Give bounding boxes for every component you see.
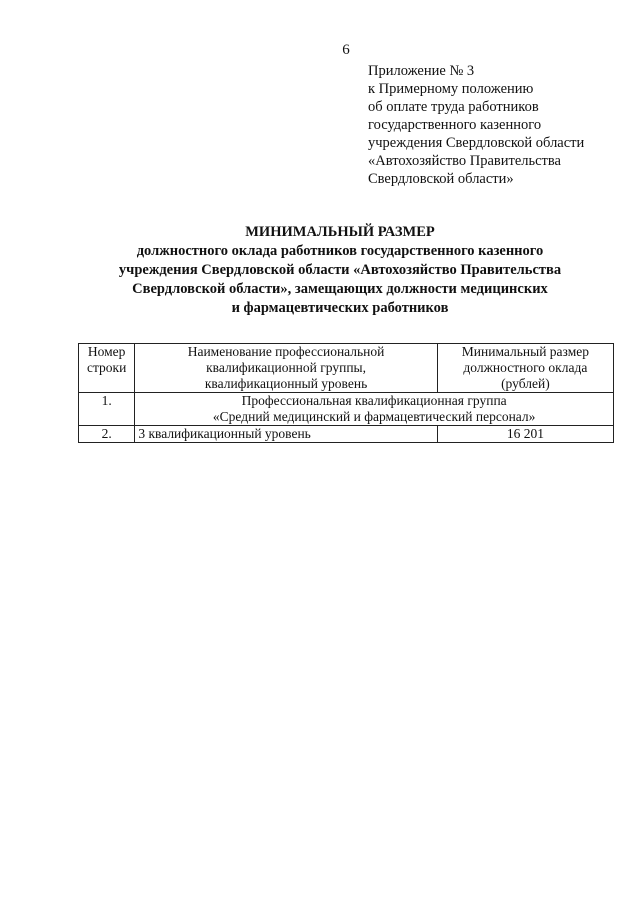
header-group-name: Наименование профессиональной квалификационной группы, квалификационный уровень xyxy=(135,344,437,393)
table-row xyxy=(79,426,614,443)
page-number: 6 xyxy=(342,42,350,58)
row-number: 2. xyxy=(79,426,135,443)
salary-value: 16 201 xyxy=(437,426,613,443)
annex-line: «Автохозяйство Правительства xyxy=(368,153,561,169)
professional-group: Профессиональная квалификационная группа «Средний медицинский и фармацевтический персонал» xyxy=(135,393,614,426)
row-number: 1. xyxy=(79,393,135,426)
annex-line: к Примерному положению xyxy=(368,81,534,97)
title-line: Свердловской области», замещающих должности медицинских xyxy=(132,281,548,297)
salary-table xyxy=(78,343,614,443)
annex-line: учреждения Свердловской области xyxy=(368,135,585,151)
document-title xyxy=(40,223,640,318)
title-line: учреждения Свердловской области «Автохозяйство Правительства xyxy=(118,262,562,278)
annex-line: государственного казенного xyxy=(368,117,542,133)
annex-line: об оплате труда работников xyxy=(368,99,539,115)
annex-header xyxy=(368,62,628,188)
annex-line: Приложение № 3 xyxy=(368,63,475,79)
table-row xyxy=(79,393,614,426)
annex-line: Свердловской области» xyxy=(368,171,514,187)
header-min-salary: Минимальный размер должностного оклада (рублей) xyxy=(437,344,613,393)
header-row-number: Номер строки xyxy=(79,344,135,393)
qualification-level: 3 квалификационный уровень xyxy=(135,426,437,443)
table-header-row xyxy=(79,344,614,393)
title-line: МИНИМАЛЬНЫЙ РАЗМЕР xyxy=(245,224,435,240)
title-line: должностного оклада работников государственного казенного xyxy=(136,243,544,259)
title-line: и фармацевтических работников xyxy=(231,300,449,316)
